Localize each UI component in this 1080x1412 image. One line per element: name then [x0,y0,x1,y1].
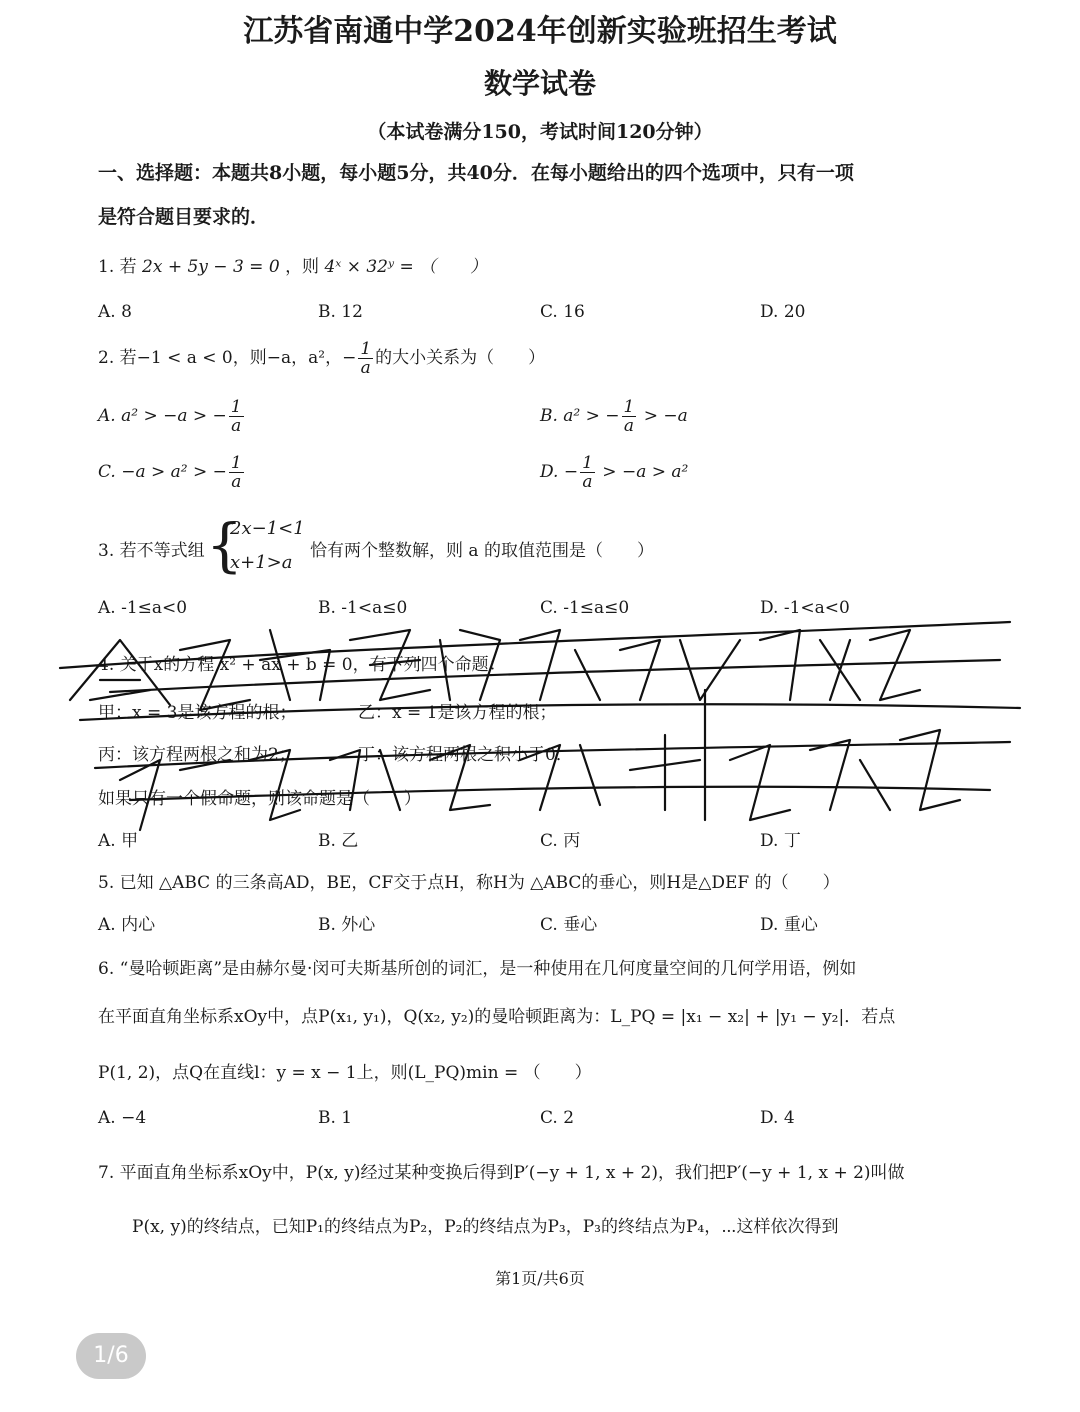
scribble-char-10 [120,760,230,830]
q3-ineq-1: 2x−1<1 [230,518,305,539]
q2-post: 的大小关系为（ ） [375,348,546,368]
q4-line4: 如果只有一个假命题，则该命题是（ ） [98,789,421,809]
q2-pre: 2. 若−1 < a < 0，则−a，a²，− [98,348,357,368]
page-footer: 第1页/共6页 [495,1269,585,1288]
q5-option-b: B. 外心 [318,915,376,935]
q4-option-b: B. 乙 [318,831,359,851]
scribble-line-2 [110,660,1000,692]
q6-option-b: B. 1 [318,1108,353,1128]
section-heading-line1: 一、选择题：本题共8小题，每小题5分，共40分．在每小题给出的四个选项中，只有一项 [98,162,854,184]
q4-option-c: C. 丙 [540,831,581,851]
q2-fraction: $\frac{1}{a}$ [360,339,372,378]
q7-line2: P(x, y)的终结点，已知P₁的终结点为P₂，P₂的终结点为P₃，P₃的终结点为P₄，⋯这样依次得到 [132,1217,839,1237]
q1-option-c: C. 16 [540,302,585,322]
scribble-char-1 [70,640,170,705]
scribble-char-16 [730,745,790,820]
scribble-line-4 [95,742,1010,768]
exam-note: （本试卷满分150，考试时间120分钟） [367,121,713,143]
q1-equation: 2x + 5y − 3 = 0 [142,257,280,277]
q3-option-d: D. -1<a<0 [760,598,850,618]
scribble-char-14 [520,745,600,810]
q5-option-c: C. 垂心 [540,915,598,935]
q2-option-b: B. a² > − $\frac{1}{a}$ > −a [540,397,688,436]
scribble-char-5 [440,630,500,700]
q1-pre: 1. 若 [98,257,137,277]
q4-yi: 乙：x = 1是该方程的根； [358,703,557,723]
q6-option-a: A. −4 [98,1108,147,1128]
section-heading-line2: 是符合题目要求的． [98,206,270,228]
q2-option-c: C. −a > a² > − $\frac{1}{a}$ [98,453,242,492]
scribble-char-18 [900,730,960,810]
q7-line1: 7. 平面直角坐标系xOy中，P(x, y)经过某种变换后得到P′(−y + 1, x + 2)，我们把P′(−y + 1, x + 2)叫做 [98,1163,905,1183]
scribble-char-4 [350,630,430,700]
q3-pre: 3. 若不等式组 [98,541,205,561]
scribble-char-15 [630,735,700,810]
q3-option-c: C. -1≤a≤0 [540,598,630,618]
q6-line1: 6. “曼哈顿距离”是由赫尔曼·闵可夫斯基所创的词汇，是一种使用在几何度量空间的几何学用语，例如 [98,959,857,979]
q6-option-c: C. 2 [540,1108,575,1128]
q5-option-d: D. 重心 [760,915,818,935]
q1-option-b: B. 12 [318,302,363,322]
q6-option-d: D. 4 [760,1108,795,1128]
scribble-char-3 [260,630,330,700]
q6-line2: 在平面直角坐标系xOy中，点P(x₁, y₁)，Q(x₂, y₂)的曼哈顿距离为：L_PQ = |x₁ − x₂| + |y₁ − y₂|．若点 [98,1007,896,1027]
q2-option-a: A. a² > −a > − $\frac{1}{a}$ [98,397,242,436]
exam-title: 江苏省南通中学2024年创新实验班招生考试 [243,14,837,49]
q4-bing: 丙：该方程两根之和为2； [98,745,296,765]
q1-option-d: D. 20 [760,302,806,322]
scribble-char-12 [330,750,400,810]
q2-option-d: D. − $\frac{1}{a}$ > −a > a² [540,453,689,492]
q4-option-a: A. 甲 [98,831,139,851]
q1-option-a: A. 8 [98,302,132,322]
question-5: 5. 已知 △ABC 的三条高AD，BE，CF交于点H，称H为 △ABC的垂心，则H是△DEF 的（ ） [98,873,840,893]
scribble-char-2 [180,640,250,710]
q4-jia: 甲：x = 3是该方程的根； [98,703,297,723]
q3-brace: { [206,511,243,579]
q6-line3: P(1, 2)，点Q在直线l：y = x − 1上，则(L_PQ)min = （ ） [98,1063,592,1083]
q3-option-b: B. -1<a≤0 [318,598,408,618]
scribble-line-5 [130,787,990,800]
scribble-char-9 [870,630,920,700]
q3-option-a: A. -1≤a<0 [98,598,188,618]
q3-post: 恰有两个整数解，则 a 的取值范围是（ ） [310,541,654,561]
q4-line1: 4. 关于x的方程 x² + ax + b = 0，有下列四个命题： [98,655,506,675]
page-indicator-badge[interactable]: 1/6 [76,1333,146,1379]
q1-mid: ，则 [285,257,320,277]
exam-subtitle: 数学试卷 [483,67,596,100]
q4-option-d: D. 丁 [760,831,801,851]
q1-expression: 4ˣ × 32ʸ = （ ） [324,257,488,277]
q5-option-a: A. 内心 [98,915,156,935]
q3-ineq-2: x+1>a [230,552,293,573]
scribble-char-17 [810,740,890,810]
q4-ding: 丁：该方程两根之积小于0． [358,745,573,765]
